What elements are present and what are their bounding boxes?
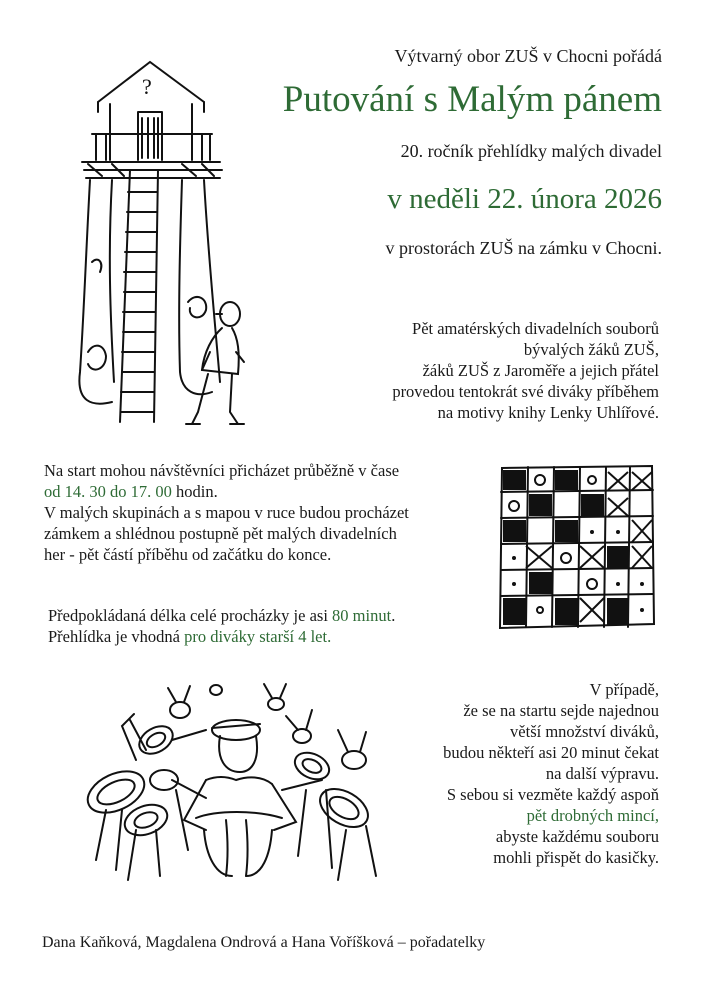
checkerboard-map-drawing: [496, 462, 658, 630]
ants-crowd-drawing: [76, 680, 386, 890]
start-line: V malých skupinách a s mapou v ruce budou procházet: [44, 503, 409, 522]
start-line: Na start mohou návštěvníci přicházet průběžně v čase: [44, 461, 400, 480]
start-line: zámkem a shlédnou postupně pět malých divadelních: [44, 524, 397, 543]
intro-line: žáků ZUŠ z Jaroměře a jejich přátel: [422, 361, 659, 380]
venue-line: v prostorách ZUŠ na zámku v Chocni.: [385, 238, 662, 258]
intro-line: bývalých žáků ZUŠ,: [523, 340, 659, 359]
crowd-line: větší množství diváků,: [510, 722, 659, 741]
audience-line: [48, 626, 395, 647]
crowd-paragraph: [443, 679, 659, 868]
crowd-line: na další výpravu.: [545, 764, 659, 783]
intro-line: Pět amatérských divadelních souborů: [412, 319, 659, 338]
event-date: v neděli 22. února 2026: [387, 183, 662, 215]
crowd-line: S sebou si vezměte každý aspoň: [446, 785, 659, 804]
duration-suffix: .: [391, 606, 396, 625]
audience-prefix: Přehlídka je vhodná: [48, 627, 185, 646]
crowd-line: budou někteří asi 20 minut čekat: [443, 743, 659, 762]
start-time-suffix: hodin.: [171, 482, 218, 501]
duration-minutes: 80 minut: [332, 606, 392, 625]
treehouse-ladder-drawing: [62, 52, 262, 432]
intro-line: na motivy knihy Lenky Uhlířové.: [437, 403, 659, 422]
start-paragraph: [44, 460, 409, 565]
crowd-line: V případě,: [589, 680, 659, 699]
audience-age: pro diváky starší 4 let.: [184, 627, 332, 646]
edition-line: 20. ročník přehlídky malých divadel: [400, 141, 662, 161]
organizer-line: Výtvarný obor ZUŠ v Chocni pořádá: [394, 46, 662, 66]
duration-line: [48, 605, 395, 626]
crowd-line: že se na startu sejde najednou: [463, 701, 659, 720]
start-time-line: [44, 481, 409, 502]
intro-line: provedou tentokrát své diváky příběhem: [392, 382, 659, 401]
duration-paragraph: [48, 605, 395, 647]
intro-paragraph: [392, 318, 659, 423]
event-title: Putování s Malým pánem: [282, 79, 662, 120]
coins-note: pět drobných mincí,: [526, 806, 659, 825]
svg-text:?: ?: [142, 74, 152, 99]
organizers-footer: Dana Kaňková, Magdalena Ondrová a Hana Voříšková – pořadatelky: [42, 934, 486, 951]
start-line: her - pět částí příběhu od začátku do konce.: [44, 545, 332, 564]
duration-prefix: Předpokládaná délka celé procházky je asi: [48, 606, 333, 625]
start-time-range: od 14. 30 do 17. 00: [44, 482, 172, 501]
crowd-line: abyste každému souboru: [495, 827, 659, 846]
crowd-line: mohli přispět do kasičky.: [493, 848, 659, 867]
